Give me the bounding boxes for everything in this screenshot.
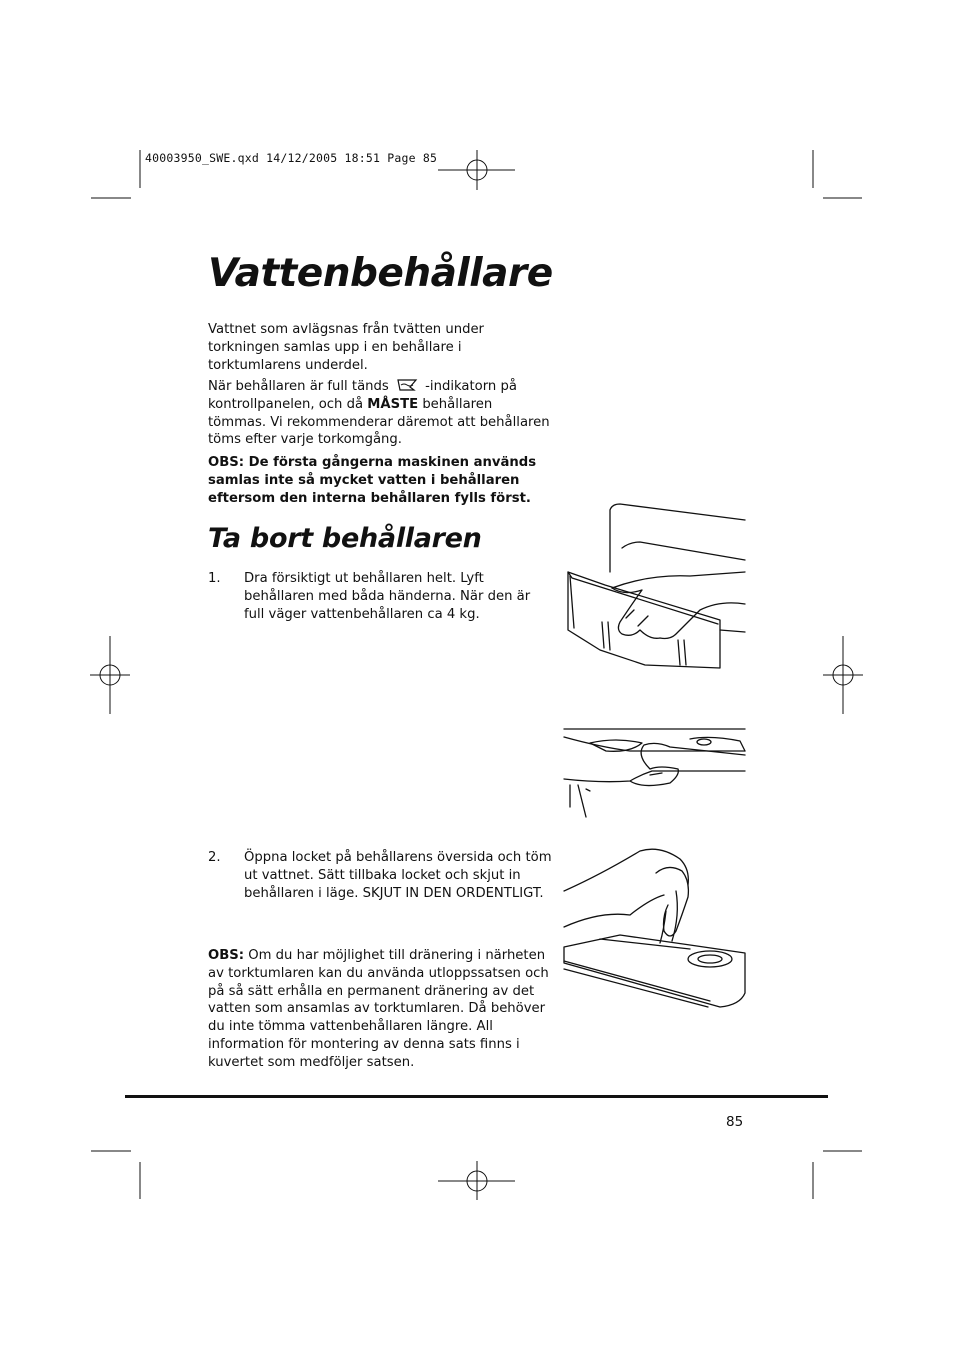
indicator-text-a: När behållaren är full tänds xyxy=(208,379,389,394)
footer-rule xyxy=(125,1095,828,1098)
page-title: Vattenbehållare xyxy=(208,251,553,296)
obs-drainage-note xyxy=(208,947,553,1072)
step-text: Dra försiktigt ut behållaren helt. Lyft behållaren med båda händerna. När den är full väger vattenbehållaren ca 4 kg. xyxy=(244,571,531,622)
illustration-empty-water xyxy=(560,845,746,1013)
crosshair-registration-icon xyxy=(823,636,863,714)
illustration-pull-container xyxy=(560,500,746,675)
step-1 xyxy=(208,570,553,623)
crosshair-registration-icon xyxy=(90,636,130,714)
obs-text: Om du har möjlighet till dränering i närheten av torktumlaren kan du använda utloppssatsen och på så sätt erhålla en permanent dränering av det vatten som ansamlas av torktumlaren. Då behöver du inte tömma vattenbehållaren längre. All information för montering av denna sats finns i kuvertet som medföljer satsen. xyxy=(208,948,549,1070)
indicator-text-b: -indikatorn på kontrollpanelen, och då xyxy=(208,379,517,412)
step-text: Öppna locket på behållarens översida och töm ut vattnet. Sätt tillbaka locket och skjut in behållaren i läge. SKJUT IN DEN ORDENTLIGT. xyxy=(244,850,552,901)
obs-label: OBS: xyxy=(208,948,245,963)
print-slug: 40003950_SWE.qxd 14/12/2005 18:51 Page 85 xyxy=(145,151,438,165)
step-2 xyxy=(208,849,553,902)
section-heading: Ta bort behållaren xyxy=(208,523,482,554)
emphasis-maste: MÅSTE xyxy=(367,396,419,412)
step-number: 1. xyxy=(208,571,221,586)
page-number: 85 xyxy=(726,1114,744,1130)
crosshair-registration-icon xyxy=(438,1161,515,1200)
illustration-container-top xyxy=(560,725,746,817)
water-container-full-icon xyxy=(395,378,419,392)
step-number: 2. xyxy=(208,850,221,865)
intro-paragraph: Vattnet som avlägsnas från tvätten under torkningen samlas upp i en behållare i torktumlarens underdel. xyxy=(208,322,484,373)
obs-note: OBS: De första gångerna maskinen används samlas inte så mycket vatten i behållaren eftersom den interna behållaren fylls först. xyxy=(208,455,537,506)
crosshair-registration-icon xyxy=(438,150,515,190)
indicator-paragraph xyxy=(208,378,553,449)
indicator-text-c: behållaren tömmas. Vi rekommenderar däremot att behållaren töms efter varje torkomgång. xyxy=(208,396,550,448)
